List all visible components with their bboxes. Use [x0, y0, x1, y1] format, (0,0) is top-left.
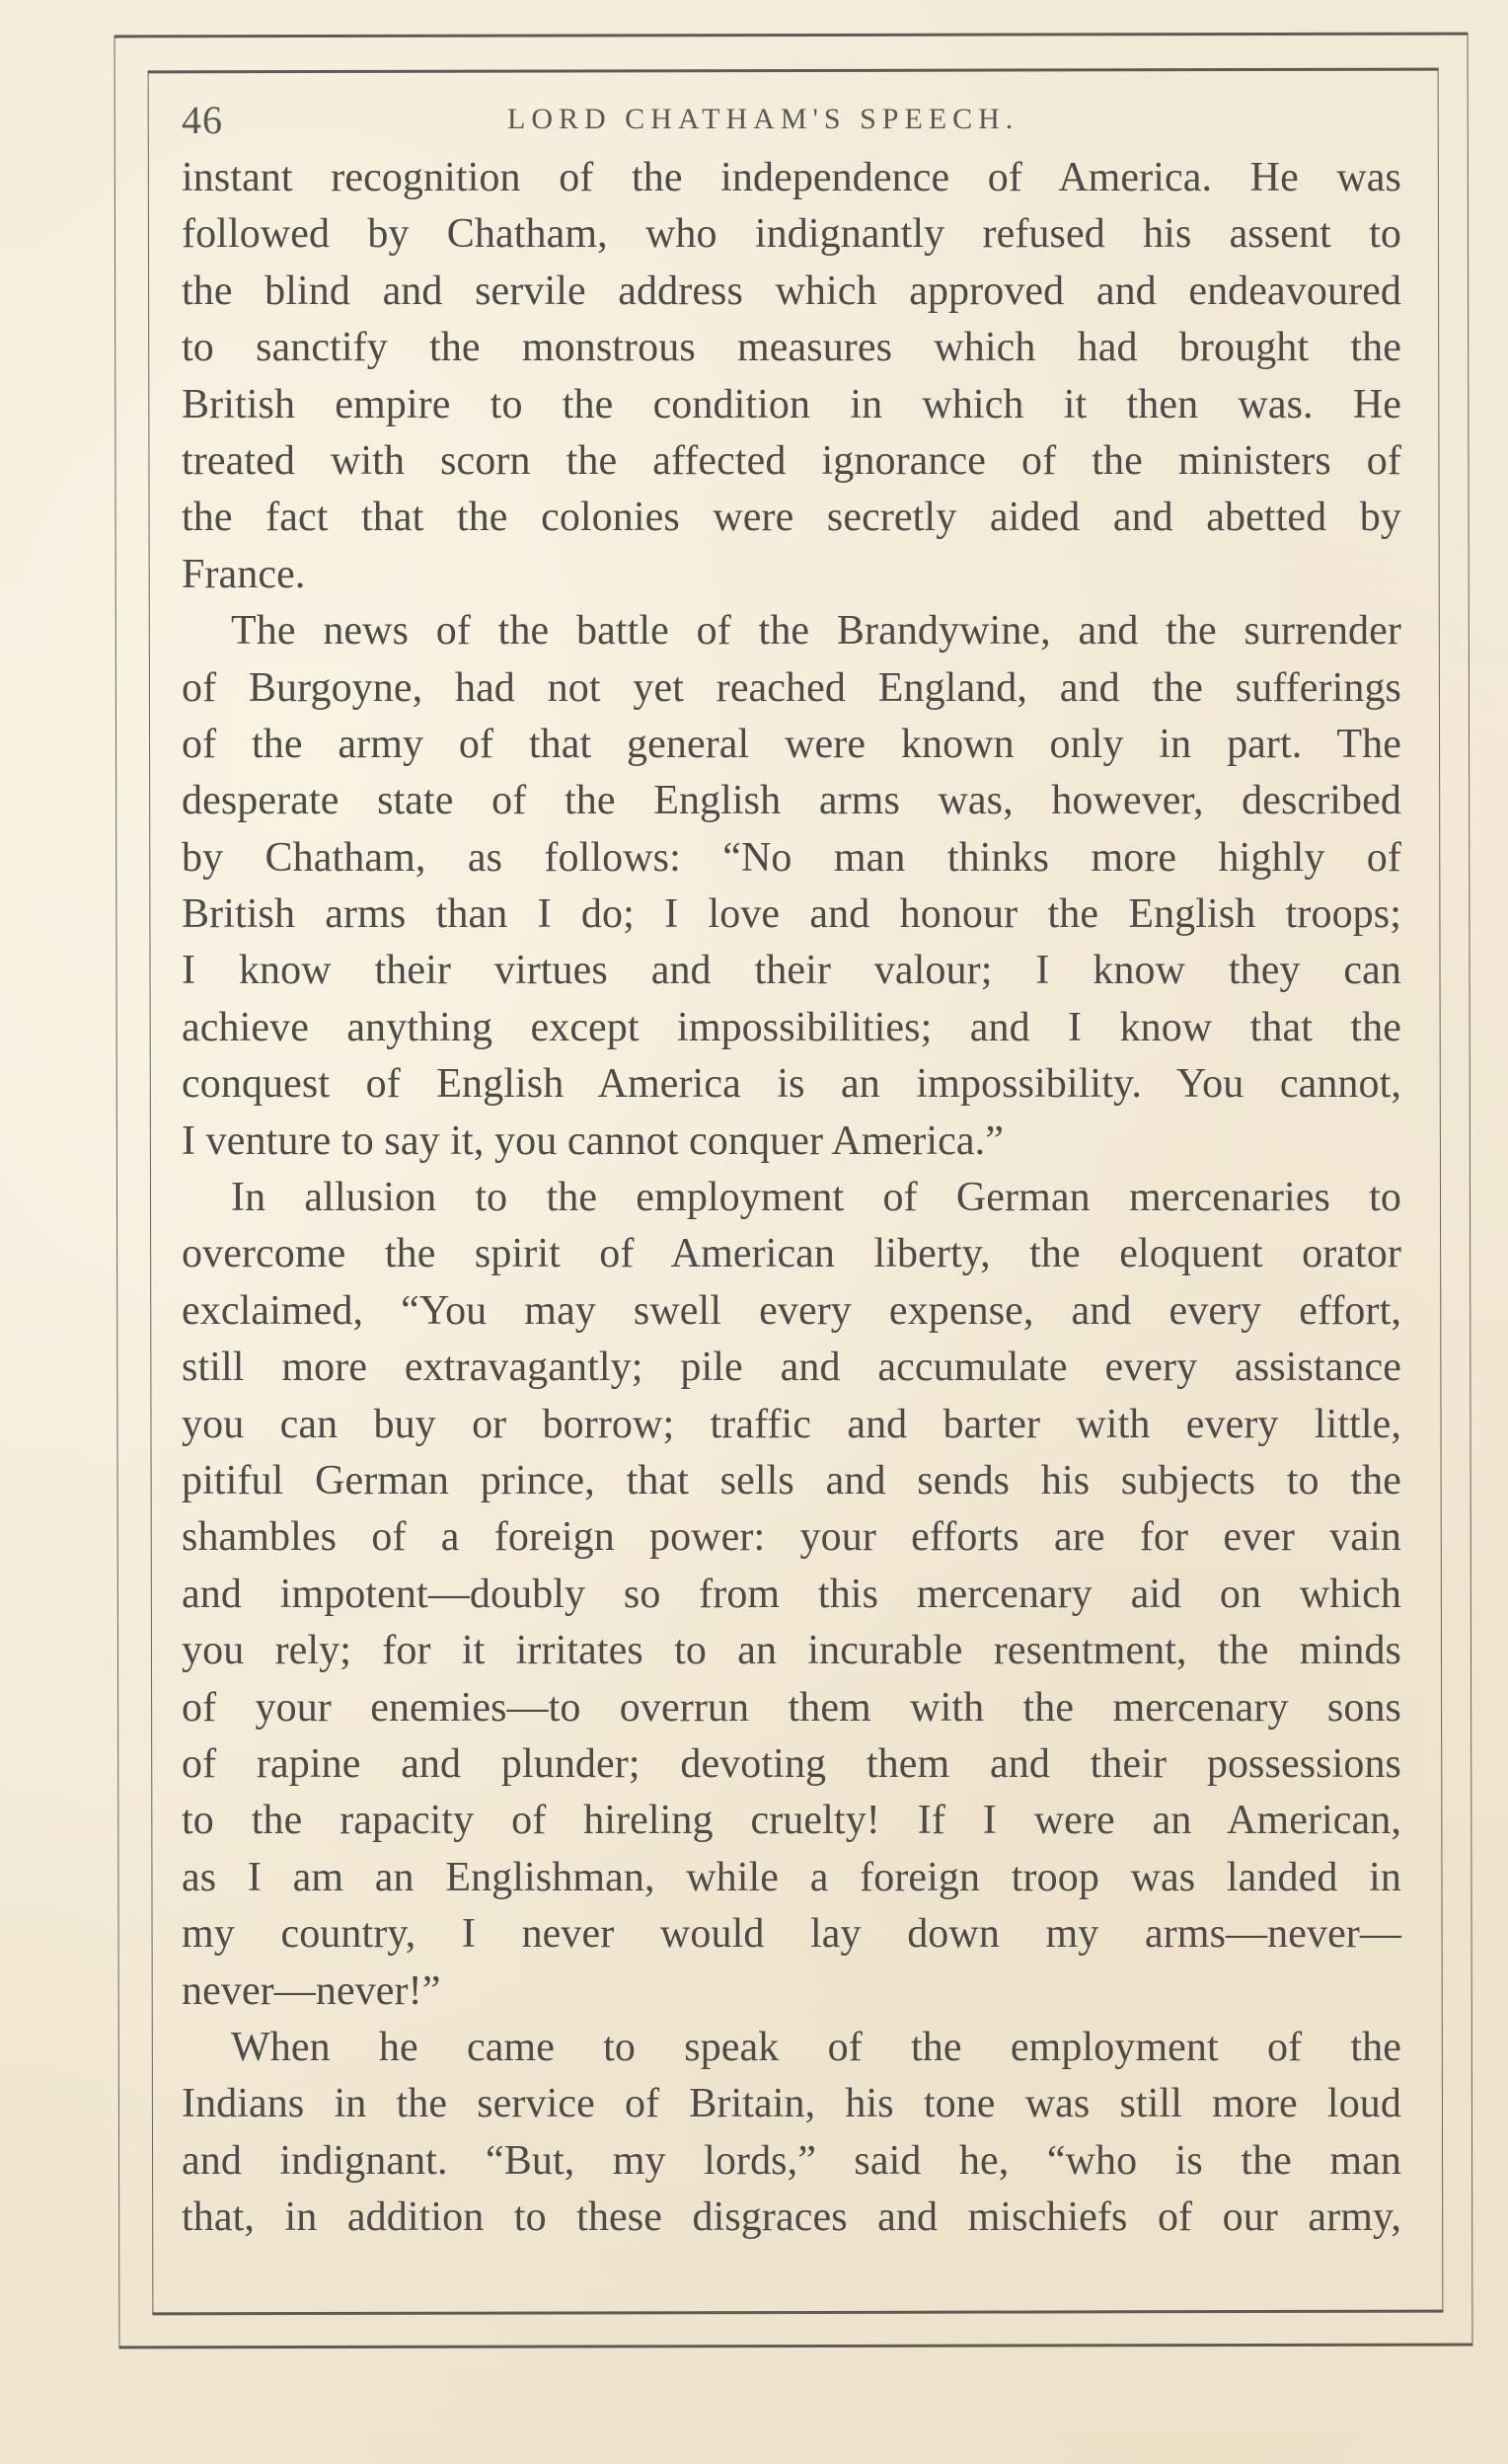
text-line: Indians in the service of Britain, his tone was still more loud: [182, 2081, 1401, 2127]
text-line: the fact that the colonies were secretly aided and abetted by: [182, 495, 1401, 541]
page-number: 46: [182, 98, 223, 142]
text-line: of the army of that general were known only in part. The: [182, 721, 1401, 767]
text-line: to the rapacity of hireling cruelty! If I were an American,: [182, 1798, 1401, 1844]
text-line: of rapine and plunder; devoting them and their possessions: [182, 1740, 1401, 1787]
text-line: instant recognition of the independence of America. He was: [182, 155, 1401, 200]
text-line: exclaimed, “You may swell every expense, and every effort,: [182, 1287, 1401, 1334]
text-line: British empire to the condition in which it then was. He: [182, 381, 1401, 427]
text-line: achieve anything except impossibilities; and I know that the: [182, 1004, 1401, 1050]
text-line: desperate state of the English arms was, however, described: [182, 778, 1401, 824]
text-line: you rely; for it irritates to an incurable resentment, the minds: [182, 1628, 1401, 1674]
paragraph-2: [182, 603, 1401, 1170]
text-line: you can buy or borrow; traffic and barter with every little,: [182, 1401, 1401, 1447]
text-line: shambles of a foreign power: your efforts are for ever vain: [182, 1514, 1401, 1561]
text-line: When he came to speak of the employment of the: [231, 2024, 1401, 2070]
text-line: that, in addition to these disgraces and mischiefs of our army,: [182, 2194, 1401, 2241]
text-line: to sanctify the monstrous measures which had brought the: [182, 325, 1401, 371]
text-line: and impotent—doubly so from this mercenary aid on which: [182, 1571, 1401, 1617]
paragraph-4: [182, 2020, 1401, 2247]
text-line: never—never!”: [182, 1967, 441, 2014]
body-text: [182, 150, 1401, 2246]
running-title: LORD CHATHAM'S SPEECH.: [507, 103, 1019, 135]
text-line: France.: [182, 551, 306, 597]
text-line: British arms than I do; I love and honour the English troops;: [182, 891, 1401, 938]
text-line: In allusion to the employment of German mercenaries to: [231, 1175, 1401, 1221]
text-line: the blind and servile address which approved and endeavoured: [182, 268, 1401, 314]
text-line: overcome the spirit of American liberty, the eloquent orator: [182, 1231, 1401, 1277]
text-line: still more extravagantly; pile and accumulate every assistance: [182, 1345, 1401, 1391]
text-line: my country, I never would lay down my arms—never—: [182, 1911, 1401, 1958]
text-line: pitiful German prince, that sells and sends his subjects to the: [182, 1457, 1401, 1503]
text-line: The news of the battle of the Brandywine, and the surrender: [231, 608, 1401, 654]
text-line: of Burgoyne, had not yet reached England, and the sufferings: [182, 664, 1401, 711]
text-line: as I am an Englishman, while a foreign troop was landed in: [182, 1854, 1401, 1900]
running-head: [182, 91, 1401, 150]
text-line: by Chatham, as follows: “No man thinks more highly of: [182, 834, 1401, 881]
paragraph-1: [182, 150, 1401, 603]
text-line: and indignant. “But, my lords,” said he, “who is the man: [182, 2137, 1401, 2184]
text-line: conquest of English America is an impossibility. You cannot,: [182, 1061, 1401, 1108]
book-page: [182, 91, 1401, 2246]
text-line: of your enemies—to overrun them with the mercenary sons: [182, 1684, 1401, 1731]
paragraph-3: [182, 1170, 1401, 2020]
text-line: I know their virtues and their valour; I know they can: [182, 948, 1401, 994]
text-line: treated with scorn the affected ignorance of the ministers of: [182, 437, 1401, 484]
text-line: I venture to say it, you cannot conquer America.”: [182, 1117, 1004, 1164]
text-line: followed by Chatham, who indignantly refused his assent to: [182, 211, 1401, 258]
